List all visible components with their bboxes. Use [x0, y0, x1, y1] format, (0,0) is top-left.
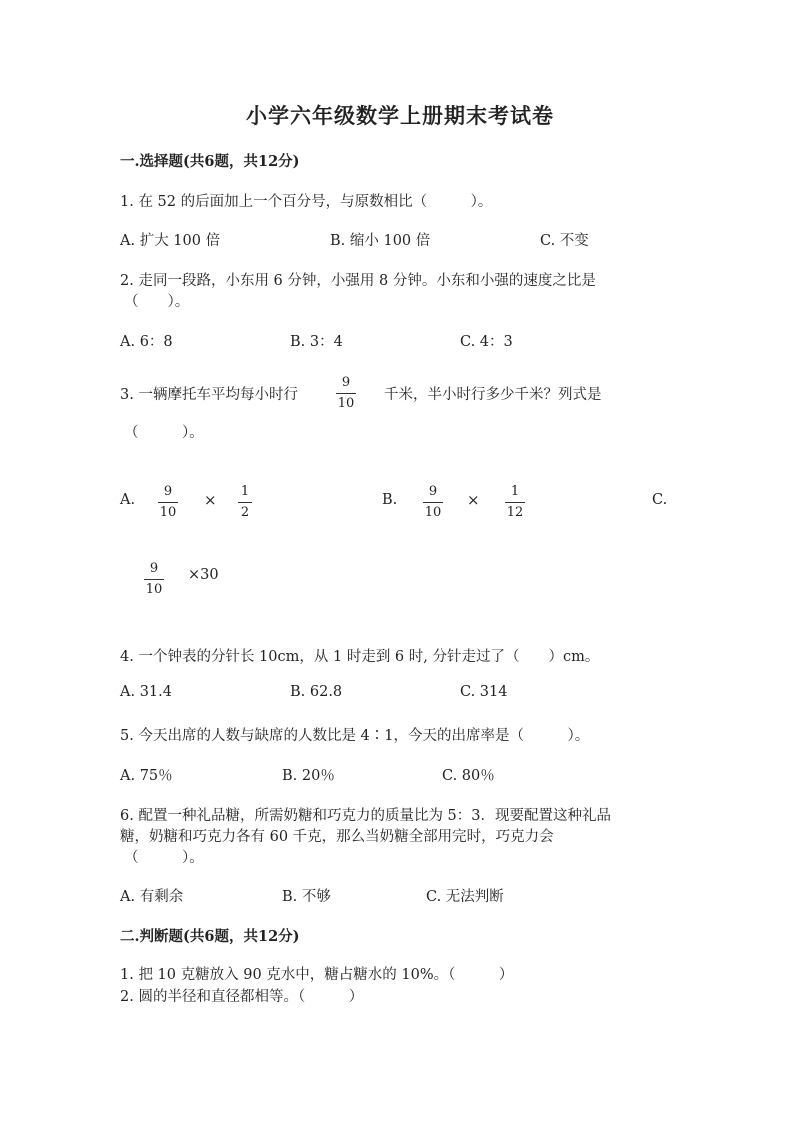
question-3-option-b-fraction-2 [505, 484, 525, 521]
question-3-fraction [336, 375, 356, 412]
judge-1-text: 1. 把 10 克糖放入 90 克水中，糖占糖水的 10%。（ ） [120, 967, 514, 983]
fraction-bar [238, 502, 252, 503]
question-4-option-b[interactable]: B. 62.8 [290, 684, 343, 700]
question-2-option-c[interactable]: C. 4：3 [460, 334, 513, 350]
question-3-option-a-fraction-2 [238, 484, 252, 521]
fraction-numerator: 1 [510, 484, 520, 499]
judge-2-text: 2. 圆的半径和直径都相等。（ ） [120, 989, 364, 1005]
fraction-denominator: 10 [145, 582, 163, 597]
question-3-option-c-tail: ×30 [188, 567, 219, 583]
fraction-numerator: 9 [341, 375, 351, 390]
question-5-option-a[interactable]: A. 75％ [120, 768, 173, 784]
page-title: 小学六年级数学上册期末考试卷 [246, 103, 554, 128]
multiply-sign: × [204, 491, 217, 509]
question-1-option-b[interactable]: B. 缩小 100 倍 [330, 233, 431, 249]
question-6-text-line3: （ ）。 [124, 850, 204, 866]
fraction-numerator: 1 [240, 484, 250, 499]
question-3-option-a-fraction-1 [158, 484, 178, 521]
question-1-option-c[interactable]: C. 不变 [540, 233, 589, 249]
question-3-text-prefix: 3. 一辆摩托车平均每小时行 [120, 387, 298, 403]
fraction-denominator: 2 [240, 505, 250, 520]
question-6-option-b[interactable]: B. 不够 [282, 889, 331, 905]
section-heading-judge: 二.判断题(共6题，共12分) [120, 928, 300, 945]
question-5-option-c[interactable]: C. 80％ [442, 768, 495, 784]
question-3-text-line2: （ ）。 [124, 425, 204, 441]
section-heading-choice: 一.选择题(共6题，共12分) [120, 153, 300, 170]
fraction-bar [144, 579, 164, 580]
question-5-option-b[interactable]: B. 20％ [282, 768, 335, 784]
fraction-numerator: 9 [149, 561, 159, 576]
question-6-option-c[interactable]: C. 无法判断 [426, 889, 504, 905]
question-6-text-line1: 6. 配置一种礼品糖，所需奶糖和巧克力的质量比为 5：3．现要配置这种礼品 [120, 808, 612, 824]
question-2-text-line2: （ ）。 [124, 294, 190, 310]
question-3-option-c-fraction [144, 561, 164, 598]
fraction-bar [336, 393, 356, 394]
fraction-bar [158, 502, 178, 503]
question-4-option-c[interactable]: C. 314 [460, 684, 508, 700]
fraction-bar [505, 502, 525, 503]
question-4-option-a[interactable]: A. 31.4 [120, 684, 172, 700]
question-6-option-a[interactable]: A. 有剩余 [120, 889, 184, 905]
fraction-denominator: 10 [337, 396, 355, 411]
fraction-denominator: 10 [424, 505, 442, 520]
multiply-sign: × [467, 491, 480, 509]
question-3-option-c-label[interactable]: C. [652, 492, 668, 508]
question-2-option-a[interactable]: A. 6：8 [120, 334, 173, 350]
fraction-numerator: 9 [163, 484, 173, 499]
question-3-option-b-fraction-1 [423, 484, 443, 521]
question-5-text: 5. 今天出席的人数与缺席的人数比是 4∶1，今天的出席率是（ ）。 [120, 728, 590, 744]
question-3-text-suffix: 千米，半小时行多少千米？列式是 [384, 387, 602, 403]
question-1-text: 1. 在 52 的后面加上一个百分号，与原数相比（ ）。 [120, 194, 493, 210]
question-2-option-b[interactable]: B. 3：4 [290, 334, 343, 350]
question-1-option-a[interactable]: A. 扩大 100 倍 [120, 233, 221, 249]
fraction-numerator: 9 [428, 484, 438, 499]
fraction-denominator: 10 [159, 505, 177, 520]
question-6-text-line2: 糖，奶糖和巧克力各有 60 千克，那么当奶糖全部用完时，巧克力会 [120, 829, 554, 845]
fraction-denominator: 12 [506, 505, 524, 520]
question-4-text: 4. 一个钟表的分针长 10cm，从 1 时走到 6 时, 分针走过了（ ）cm。 [120, 649, 600, 665]
question-2-text-line1: 2. 走同一段路，小东用 6 分钟，小强用 8 分钟。小东和小强的速度之比是 [120, 273, 596, 289]
question-3-option-b-label[interactable]: B. [382, 492, 398, 508]
fraction-bar [423, 502, 443, 503]
question-3-option-a-label[interactable]: A. [120, 492, 136, 508]
